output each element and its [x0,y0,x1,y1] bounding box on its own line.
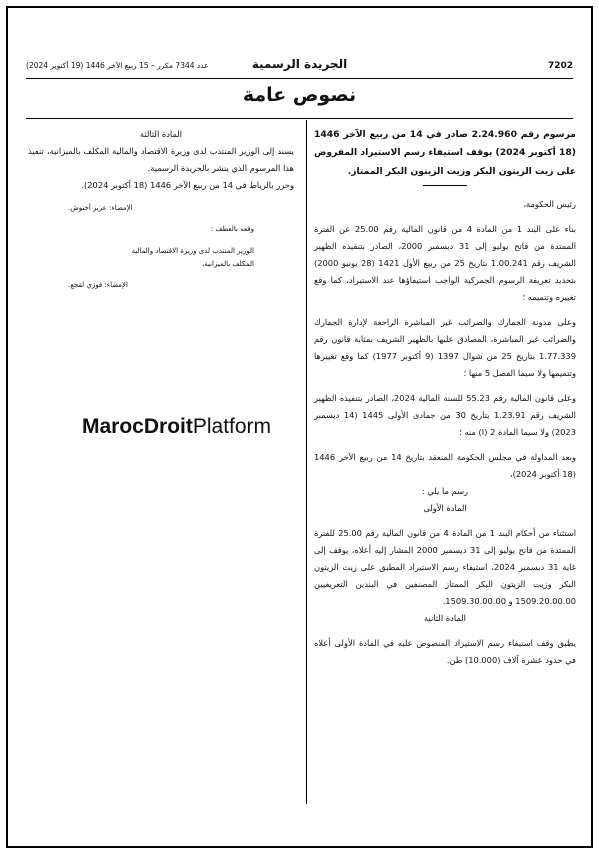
article-2-text: يطبق وقف استيفاء رسم الاستيراد المنصوص عليه في المادة الأولى أعلاه في حدود عشرة آلاف (10.000) طن. [314,638,576,666]
decree-title: مرسوم رقم 2.24.960 صادر في 14 من ربيع الآخر 1446 (18 أكتوبر 2024) بوقف استيفاء رسم الاستيراد المفروض على زيت الزيتون البكر وزيت الزيتون البكر الممتاز. [314,129,576,177]
article-3-title: المادة الثالثة [139,129,183,139]
watermark-logo [82,415,271,439]
right-column [314,126,576,669]
done-at: وحرر بالرباط في 14 من ربيع الآخر 1446 (18 أكتوبر 2024). [81,180,294,190]
page-number: 7202 [547,61,573,71]
header-rule [26,78,573,79]
left-column [28,126,294,292]
title-separator [423,185,467,186]
gazette-page [6,6,593,848]
article-1-text: استثناء من أحكام البند 1 من المادة 4 من قانون المالية رقم 25.00 للفترة الممتدة من فاتح يوليو إلى 31 ديسمبر 2000 المشار إليه أعلاه، يوقف إلى غاية 31 ديسمبر 2024، استيفاء رسم الاستيراد المطبق على زيت الزيتون البكر وزيت الزيتون البكر الممتاز المصنفين في البندين التعريفيين 1509.20.00.00 و 1509.30.00.00. [314,528,577,607]
section-title: نصوص عامة [242,84,357,106]
watermark-regular: Platform [192,415,272,438]
signature-prime-minister: الإمضاء: عزيز أخنوش. [68,204,133,212]
issue-info: عدد 7344 مكرر – 15 ربيع الآخر 1446 (19 أكتوبر 2024) [26,61,209,70]
countersign-head: وقعه بالعطف : [210,225,254,234]
preamble-paragraph-1: بناء على البند 1 من المادة 4 من قانون المالية رقم 25.00 عن الفترة الممتدة من فاتح يوليو إلى 31 ديسمبر 2000، الصادر بتنفيذه الظهير الشريف رقم 1.00.241 بتاريخ 25 من ربيع الأول 1421 (28 يونيو 2000) بتحديد تعريفة الرسوم الجمركية الواجب استيفاؤها عند الاستيراد، كما وقع تغييره وتتميمه ؛ [314,224,577,303]
article-2-title: المادة الثانية [424,613,466,624]
page-header [26,57,573,79]
preamble-paragraph-3: وعلى قانون المالية رقم 55.23 للسنة المالية 2024، الصادر بتنفيذه الظهير الشريف رقم 1.23.91 بتاريخ 30 من جمادى الأولى 1445 (14 ديسمبر 2023) ولا سيما المادة 2 (I) منه ؛ [314,393,576,438]
watermark-bold: MarocDroit [82,415,193,438]
preamble-head: رئيس الحكومة، [523,199,576,210]
preamble-paragraph-4: وبعد المداولة في مجلس الحكومة المنعقد بتاريخ 14 من ربيع الآخر 1446 (18 أكتوبر 2024)، [314,452,576,480]
column-divider [306,120,307,804]
section-rule [26,118,573,119]
minister-title-1: الوزير المنتدب لدى وزيرة الاقتصاد والمالية [131,246,254,255]
article-3-text: يسند إلى الوزير المنتدب لدى وزيرة الاقتصاد والمالية المكلف بالميزانية، تنفيذ هذا المرسوم الذي ينشر بالجريدة الرسمية. [28,146,294,173]
decrees-head: رسم ما يلي : [421,486,469,497]
gazette-title: الجريدة الرسمية [251,57,348,71]
preamble-paragraph-2: وعلى مدونة الجمارك والضرائب غير المباشرة الراجعة لإدارة الجمارك والضرائب غير المباشرة، المصادق عليها بالظهير الشريف بمثابة قانون رقم 1.77.339 بتاريخ 25 من شوال 1397 (9 أكتوبر 1977) كما وقع تغييرها وتتميمها ولا سيما الفصل 5 منها ؛ [314,317,576,379]
signature-minister: الإمضاء: فوزي لقجع. [68,281,128,290]
article-1-title: المادة الأولى [423,503,467,514]
minister-title-2: المكلف بالميزانية، [201,259,254,268]
